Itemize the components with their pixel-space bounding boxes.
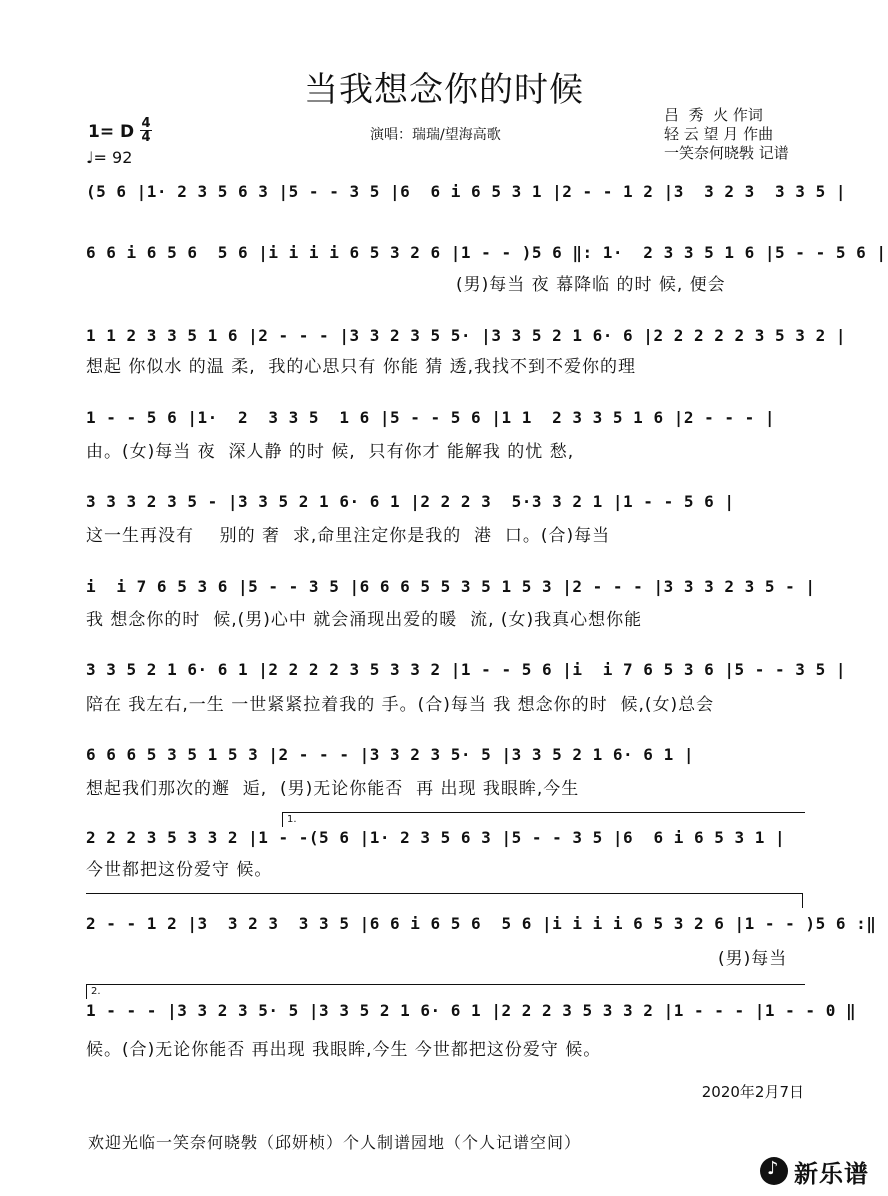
lyrics-line-5: 这一生再没有 别的 奢 求,命里注定你是我的 港 口。(合)每当 bbox=[86, 526, 611, 546]
performer-credit: 演唱：瑞瑞/望海高歌 bbox=[370, 127, 501, 143]
lyrics-line-4: 由。(女)每当 夜 深人静 的时 候, 只有你才 能解我 的忧 愁, bbox=[86, 442, 575, 462]
lyrics-line-8: 想起我们那次的邂 逅, (男)无论你能否 再 出现 我眼眸,今生 bbox=[86, 779, 580, 799]
time-signature-top: 4 bbox=[141, 116, 151, 131]
lyrics-line-9: 今世都把这份爱守 候。 bbox=[86, 860, 273, 880]
score-system-2: 6 6 i 6 5 6 5 6 |i i i i 6 5 3 2 6 |1 - - )5 6 ‖: 1· 2 3 3 5 1 6 |5 - - 5 6 | bbox=[86, 243, 887, 262]
lyrics-line-6: 我 想念你的时 候,(男)心中 就会涌现出爱的暖 流, (女)我真心想你能 bbox=[86, 610, 643, 630]
score-system-10: 2 - - 1 2 |3 3 2 3 3 3 5 |6 6 i 6 5 6 5 6 |i i i i 6 5 3 2 6 |1 - - )5 6 :‖ bbox=[86, 914, 877, 933]
score-system-8: 6 6 6 5 3 5 1 5 3 |2 - - - |3 3 2 3 5· 5 |3 3 5 2 1 6· 6 1 | bbox=[86, 745, 694, 764]
score-system-6: i i 7 6 5 3 6 |5 - - 3 5 |6 6 6 5 5 3 5 1 5 3 |2 - - - |3 3 3 2 3 5 - | bbox=[86, 577, 816, 596]
song-title: 当我想念你的时候 bbox=[304, 70, 584, 110]
score-system-5: 3 3 3 2 3 5 - |3 3 5 2 1 6· 6 1 |2 2 2 3 5·3 3 2 1 |1 - - 5 6 | bbox=[86, 492, 735, 511]
score-system-9: 2 2 2 3 5 3 3 2 |1 - -(5 6 |1· 2 3 5 6 3 |5 - - 3 5 |6 6 i 6 5 3 1 | bbox=[86, 828, 786, 847]
site-logo bbox=[760, 1154, 882, 1188]
key-signature: 1= D bbox=[88, 122, 135, 142]
second-ending-bracket: 2. bbox=[86, 984, 805, 999]
logo-text: 新乐谱 bbox=[794, 1159, 869, 1188]
tempo-marking: ♩= 92 bbox=[86, 148, 133, 167]
lyrics-line-7: 陪在 我左右,一生 一世紧紧拉着我的 手。(合)每当 我 想念你的时 候,(女)总会 bbox=[86, 695, 715, 715]
score-system-7: 3 3 5 2 1 6· 6 1 |2 2 2 2 3 5 3 3 2 |1 - - 5 6 |i i 7 6 5 3 6 |5 - - 3 5 | bbox=[86, 660, 846, 679]
time-signature-bottom: 4 bbox=[141, 130, 151, 145]
first-ending-continuation bbox=[86, 893, 803, 908]
transcriber-credit: 一笑奈何晓斅 记谱 bbox=[664, 144, 789, 162]
first-ending-bracket: 1. bbox=[282, 812, 805, 827]
time-signature bbox=[140, 117, 152, 144]
lyrics-line-11: 候。(合)无论你能否 再出现 我眼眸,今生 今世都把这份爱守 候。 bbox=[86, 1040, 602, 1060]
lyrics-line-10: (男)每当 bbox=[718, 949, 788, 969]
transcription-date: 2020年2月7日 bbox=[701, 1083, 804, 1101]
composer-credit: 轻 云 望 月 作曲 bbox=[664, 125, 774, 143]
lyrics-line-2: (男)每当 夜 幕降临 的时 候, 便会 bbox=[456, 275, 726, 295]
score-system-4: 1 - - 5 6 |1· 2 3 3 5 1 6 |5 - - 5 6 |1 1 2 3 3 5 1 6 |2 - - - | bbox=[86, 408, 776, 427]
music-note-icon bbox=[760, 1157, 788, 1185]
lyricist-credit: 吕 秀 火 作词 bbox=[664, 106, 763, 124]
score-system-1: (5 6 |1· 2 3 5 6 3 |5 - - 3 5 |6 6 i 6 5 3 1 |2 - - 1 2 |3 3 2 3 3 3 5 | bbox=[86, 182, 846, 201]
score-system-3: 1 1 2 3 3 5 1 6 |2 - - - |3 3 2 3 5 5· |3 3 5 2 1 6· 6 |2 2 2 2 2 3 5 3 2 | bbox=[86, 326, 846, 345]
footer-text: 欢迎光临一笑奈何晓斅（邱妍桢）个人制谱园地（个人记谱空间） bbox=[88, 1133, 582, 1152]
score-system-11: 1 - - - |3 3 2 3 5· 5 |3 3 5 2 1 6· 6 1 |2 2 2 3 5 3 3 2 |1 - - - |1 - - 0 ‖ bbox=[86, 1001, 857, 1020]
lyrics-line-3: 想起 你似水 的温 柔, 我的心思只有 你能 猜 透,我找不到不爱你的理 bbox=[86, 357, 637, 377]
